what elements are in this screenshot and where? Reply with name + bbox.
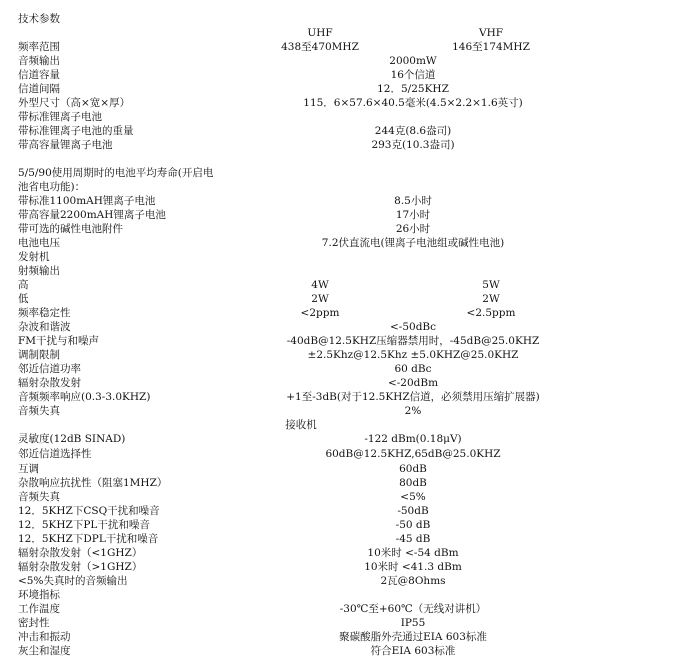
spec-label: <5%失真时的音频输出 — [18, 575, 128, 587]
spec-label: 5/5/90使用周期时的电池平均寿命(开启电 — [18, 167, 214, 179]
spec-label: 带高容量锂离子电池 — [18, 139, 113, 151]
spec-label: 池省电功能)： — [18, 181, 86, 193]
spec-heading: 技术参数 — [18, 13, 60, 25]
spec-label: 频率范围 — [18, 41, 60, 53]
spec-label: 辐射杂散发射（>1GHZ） — [18, 561, 143, 573]
spec-value: IP55 — [400, 617, 426, 629]
spec-value: -122 dBm(0.18μV) — [364, 433, 462, 445]
spec-label: 信道间隔 — [18, 83, 60, 95]
spec-value-vhf: 5W — [482, 279, 500, 291]
spec-value: 60dB@12.5KHZ,65dB@25.0KHZ — [325, 448, 501, 460]
spec-value-uhf: <2ppm — [300, 307, 340, 319]
spec-label: 带标准锂离子电池的重量 — [18, 125, 134, 137]
spec-label: 带标准锂离子电池 — [18, 111, 102, 123]
spec-value: -40dB@12.5KHZ压缩器禁用时，-45dB@25.0KHZ — [286, 335, 540, 347]
spec-label: 音频失真 — [18, 491, 60, 503]
spec-value: -50dB — [397, 505, 429, 517]
spec-label: 音频输出 — [18, 55, 60, 67]
spec-label: 调制限制 — [18, 349, 60, 361]
spec-label: FM干扰与和噪声 — [18, 335, 100, 347]
spec-value: 17小时 — [395, 209, 431, 221]
spec-value: 2000mW — [389, 55, 437, 67]
spec-value-vhf: 2W — [482, 293, 500, 305]
spec-value: -50 dB — [395, 519, 431, 531]
section-heading: 接收机 — [285, 419, 317, 431]
spec-value: <5% — [400, 491, 426, 503]
spec-value: 2瓦@8Ohms — [380, 575, 446, 587]
spec-label: 辐射杂散发射 — [18, 377, 81, 389]
band-header-uhf: UHF — [307, 27, 333, 39]
spec-value: +1至-3dB(对于12.5KHZ信道，必须禁用压缩扩展器) — [286, 391, 540, 403]
spec-value: ±2.5Khz@12.5Khz ±5.0KHZ@25.0KHZ — [307, 349, 519, 361]
spec-value: -45 dB — [395, 533, 431, 545]
spec-label: 带高容量2200mAH锂离子电池 — [18, 209, 166, 221]
spec-value: 聚碳酸脂外壳通过EIA 603标准 — [339, 631, 487, 643]
spec-label: 音频频率响应(0.3-3.0KHZ) — [18, 391, 151, 403]
spec-label: 外型尺寸（高×宽×厚） — [18, 97, 131, 109]
spec-label: 12．5KHZ下PL干扰和噪音 — [18, 519, 150, 531]
spec-value: 符合EIA 603标准 — [370, 645, 456, 657]
spec-value: <-50dBc — [389, 321, 437, 333]
spec-label: 电池电压 — [18, 237, 60, 249]
spec-label: 杂波和谐波 — [18, 321, 71, 333]
spec-value: 80dB — [399, 477, 427, 489]
spec-label: 环境指标 — [18, 589, 60, 601]
spec-value: -30℃至+60℃（无线对讲机） — [339, 603, 487, 615]
spec-value: 16个信道 — [390, 69, 436, 81]
spec-label: 带标准1100mAH锂离子电池 — [18, 195, 156, 207]
spec-value: 12．5/25KHZ — [377, 83, 449, 95]
spec-value-vhf: 146至174MHZ — [452, 41, 530, 53]
spec-label: 邻近信道功率 — [18, 363, 81, 375]
spec-value: 293克(10.3盎司) — [371, 139, 455, 151]
spec-label: 信道容量 — [18, 69, 60, 81]
spec-value: 60 dBc — [394, 363, 432, 375]
spec-value: 10米时 <-54 dBm — [367, 547, 459, 559]
spec-label: 杂散响应抗扰性（阻塞1MHZ） — [18, 477, 168, 489]
spec-label: 灰尘和湿度 — [18, 645, 71, 657]
spec-label: 邻近信道选择性 — [18, 448, 92, 460]
spec-label: 互调 — [18, 463, 39, 475]
spec-label: 灵敏度(12dB SINAD) — [18, 433, 126, 445]
spec-label: 频率稳定性 — [18, 307, 71, 319]
spec-label: 音频失真 — [18, 405, 60, 417]
spec-label: 辐射杂散发射（<1GHZ） — [18, 547, 143, 559]
spec-value: 26小时 — [395, 223, 431, 235]
spec-label: 低 — [18, 293, 29, 305]
spec-value-uhf: 2W — [311, 293, 329, 305]
spec-value: 115．6×57.6×40.5毫米(4.5×2.2×1.6英寸) — [303, 97, 523, 109]
spec-value-vhf: <2.5ppm — [466, 307, 516, 319]
band-header-vhf: VHF — [478, 27, 504, 39]
spec-value: 10米时 <41.3 dBm — [364, 561, 462, 573]
spec-value: 7.2伏直流电(锂离子电池组或碱性电池) — [321, 237, 505, 249]
spec-label: 工作温度 — [18, 603, 60, 615]
spec-label: 12．5KHZ下CSQ干扰和噪音 — [18, 505, 160, 517]
spec-label: 高 — [18, 279, 29, 291]
spec-value: 2% — [404, 405, 422, 417]
spec-value: 60dB — [399, 463, 427, 475]
spec-label: 发射机 — [18, 251, 50, 263]
spec-value: 244克(8.6盎司) — [374, 125, 452, 137]
spec-value-uhf: 4W — [311, 279, 329, 291]
spec-label: 冲击和振动 — [18, 631, 71, 643]
spec-value: 8.5小时 — [394, 195, 432, 207]
spec-value-uhf: 438至470MHZ — [281, 41, 359, 53]
spec-label: 带可选的碱性电池附件 — [18, 223, 123, 235]
spec-label: 12．5KHZ下DPL干扰和噪音 — [18, 533, 159, 545]
spec-label: 密封性 — [18, 617, 50, 629]
spec-value: <-20dBm — [387, 377, 439, 389]
spec-label: 射频输出 — [18, 265, 60, 277]
